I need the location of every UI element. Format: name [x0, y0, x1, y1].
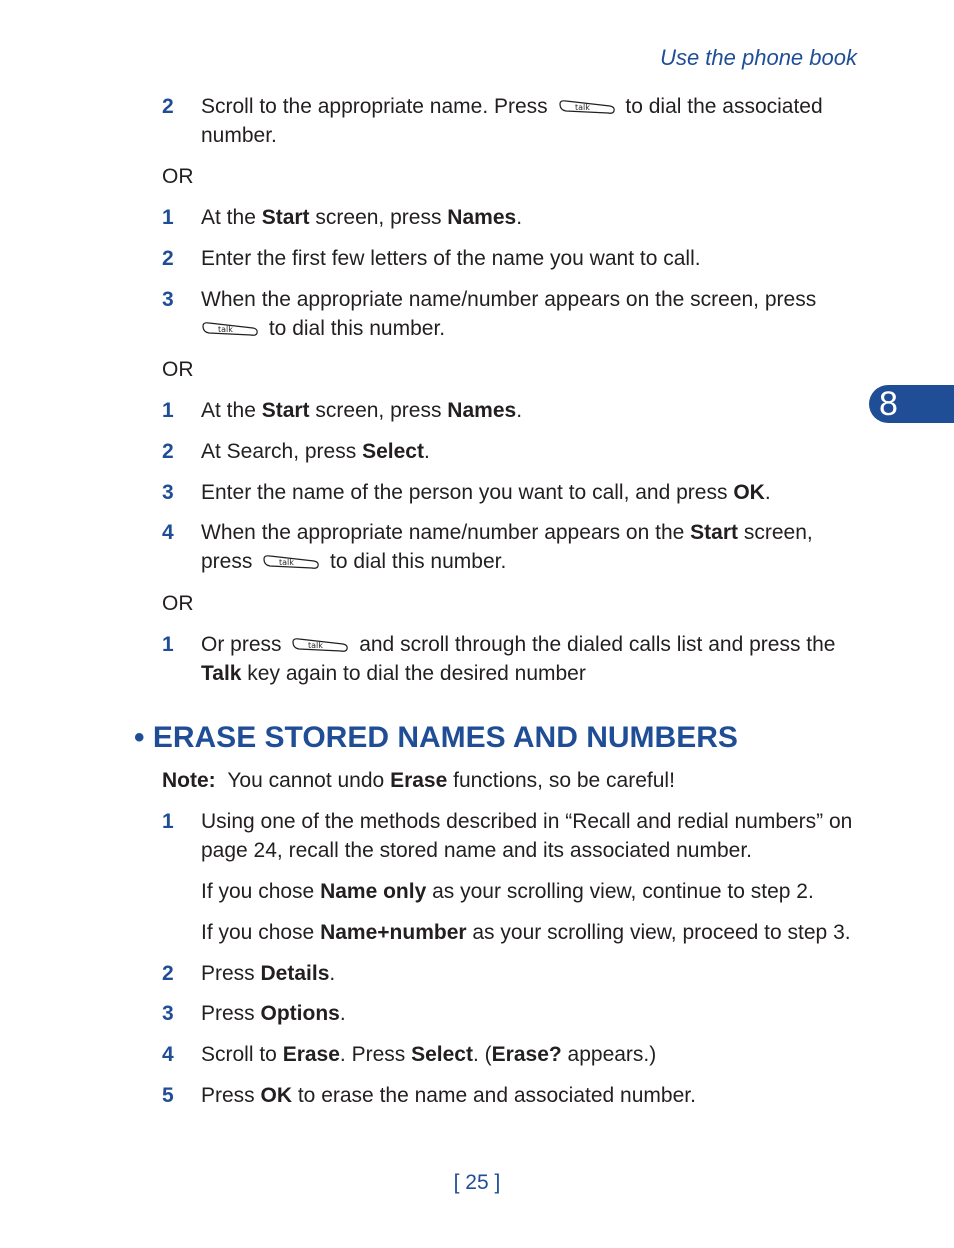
step-number: 3 [162, 481, 174, 504]
list-item [162, 478, 862, 507]
chapter-tab: 8 [869, 385, 954, 423]
ui-term: Start [261, 399, 310, 422]
step-text: . [423, 440, 430, 463]
ui-term: Erase? [491, 1043, 562, 1066]
svg-text:talk: talk [308, 641, 324, 651]
ui-term: Start [690, 521, 739, 544]
svg-text:talk: talk [279, 558, 295, 568]
ui-term: OK [260, 1084, 293, 1107]
step-text: Press [201, 962, 261, 985]
step-text: screen, press [309, 399, 448, 422]
step-number: 1 [162, 399, 174, 422]
step-number: 2 [162, 95, 174, 118]
step-text: At the [201, 206, 262, 229]
talk-key-icon [558, 98, 616, 116]
list-item [162, 285, 862, 343]
step-text: to dial this number. [268, 317, 446, 340]
step-text: . [329, 962, 336, 985]
para-text: as your scrolling view, continue to step 2. [426, 880, 814, 903]
step-text: Enter the name of the person you want to call, and press [201, 481, 734, 504]
step-text: . ( [472, 1043, 492, 1066]
list-item [162, 999, 862, 1028]
step-number: 4 [162, 1043, 174, 1066]
list-item [162, 437, 862, 466]
step-text: Press [201, 1084, 261, 1107]
step-number: 2 [162, 247, 174, 270]
ui-term: Select [411, 1043, 473, 1066]
step-text: Scroll to the appropriate name. Press [201, 95, 548, 118]
step-text: . [764, 481, 771, 504]
step-text: press [201, 550, 253, 573]
step-number: 4 [162, 521, 174, 544]
step-number: 3 [162, 1002, 174, 1025]
paragraph [201, 877, 881, 906]
section-heading: • ERASE STORED NAMES AND NUMBERS [134, 721, 738, 754]
step-text: Or press [201, 633, 282, 656]
ui-term: Start [261, 206, 310, 229]
talk-key-icon [262, 553, 320, 571]
step-number: 5 [162, 1084, 174, 1107]
step-text: When the appropriate name/number appears on the screen, press [201, 288, 817, 311]
step-number: 1 [162, 206, 174, 229]
step-text: to dial this number. [330, 550, 507, 573]
step-text: appears.) [561, 1043, 657, 1066]
ui-term: Name+number [320, 921, 467, 944]
step-text: page 24, recall the stored name and its associated number. [201, 839, 753, 862]
para-text: as your scrolling view, proceed to step 3. [466, 921, 851, 944]
list-item [162, 203, 862, 232]
step-text: to erase the name and associated number. [292, 1084, 696, 1107]
ui-term: Options [260, 1002, 340, 1025]
list-item [162, 396, 862, 425]
note [162, 766, 862, 795]
paragraph [201, 918, 881, 947]
step-text: When the appropriate name/number appears on the [201, 521, 691, 544]
step-text: key again to dial the desired number [241, 662, 586, 685]
step-number: 2 [162, 962, 174, 985]
step-text: . [516, 399, 523, 422]
step-text: screen, press [309, 206, 448, 229]
list-item [162, 244, 862, 273]
step-number: 1 [162, 810, 174, 833]
list-item [162, 630, 862, 688]
list-item [162, 92, 862, 150]
list-item [162, 518, 862, 576]
step-text: Using one of the methods described in “Recall and redial numbers” on [201, 810, 853, 833]
step-text: and scroll through the dialed calls list and press the [359, 633, 836, 656]
note-text: functions, so be careful! [447, 769, 675, 792]
running-header: Use the phone book [660, 45, 857, 70]
ui-term: Select [362, 440, 424, 463]
step-number: 1 [162, 633, 174, 656]
or-separator: OR [162, 358, 194, 381]
ui-term: Erase [390, 769, 448, 792]
note-label: Note: [162, 769, 216, 792]
svg-text:talk: talk [574, 103, 590, 113]
step-text: . [339, 1002, 346, 1025]
ui-term: OK [733, 481, 765, 504]
step-text: . Press [339, 1043, 412, 1066]
note-text: You cannot undo [227, 769, 391, 792]
step-text: At the [201, 399, 262, 422]
ui-term: Names [447, 206, 517, 229]
talk-key-icon [291, 636, 349, 654]
ui-term: Erase [282, 1043, 340, 1066]
or-separator: OR [162, 165, 194, 188]
step-text: . [516, 206, 523, 229]
list-item [162, 807, 862, 865]
step-text: Press [201, 1002, 261, 1025]
ui-term: Details [260, 962, 330, 985]
step-number: 2 [162, 440, 174, 463]
step-text: Enter the first few letters of the name you want to call. [201, 247, 701, 270]
list-item [162, 1040, 862, 1069]
step-text: to dial the associated number. [201, 95, 823, 147]
ui-term: Names [447, 399, 517, 422]
step-text: Scroll to [201, 1043, 283, 1066]
para-text: If you chose [201, 921, 321, 944]
list-item [162, 959, 862, 988]
talk-key-icon [201, 320, 259, 338]
or-separator: OR [162, 592, 194, 615]
ui-term: Name only [320, 880, 427, 903]
list-item [162, 1081, 862, 1110]
step-text: At Search, press [201, 440, 363, 463]
step-number: 3 [162, 288, 174, 311]
para-text: If you chose [201, 880, 321, 903]
step-text: screen, [738, 521, 813, 544]
svg-text:talk: talk [218, 325, 233, 335]
page-number: [ 25 ] [453, 1171, 501, 1194]
ui-term: Talk [201, 662, 242, 685]
